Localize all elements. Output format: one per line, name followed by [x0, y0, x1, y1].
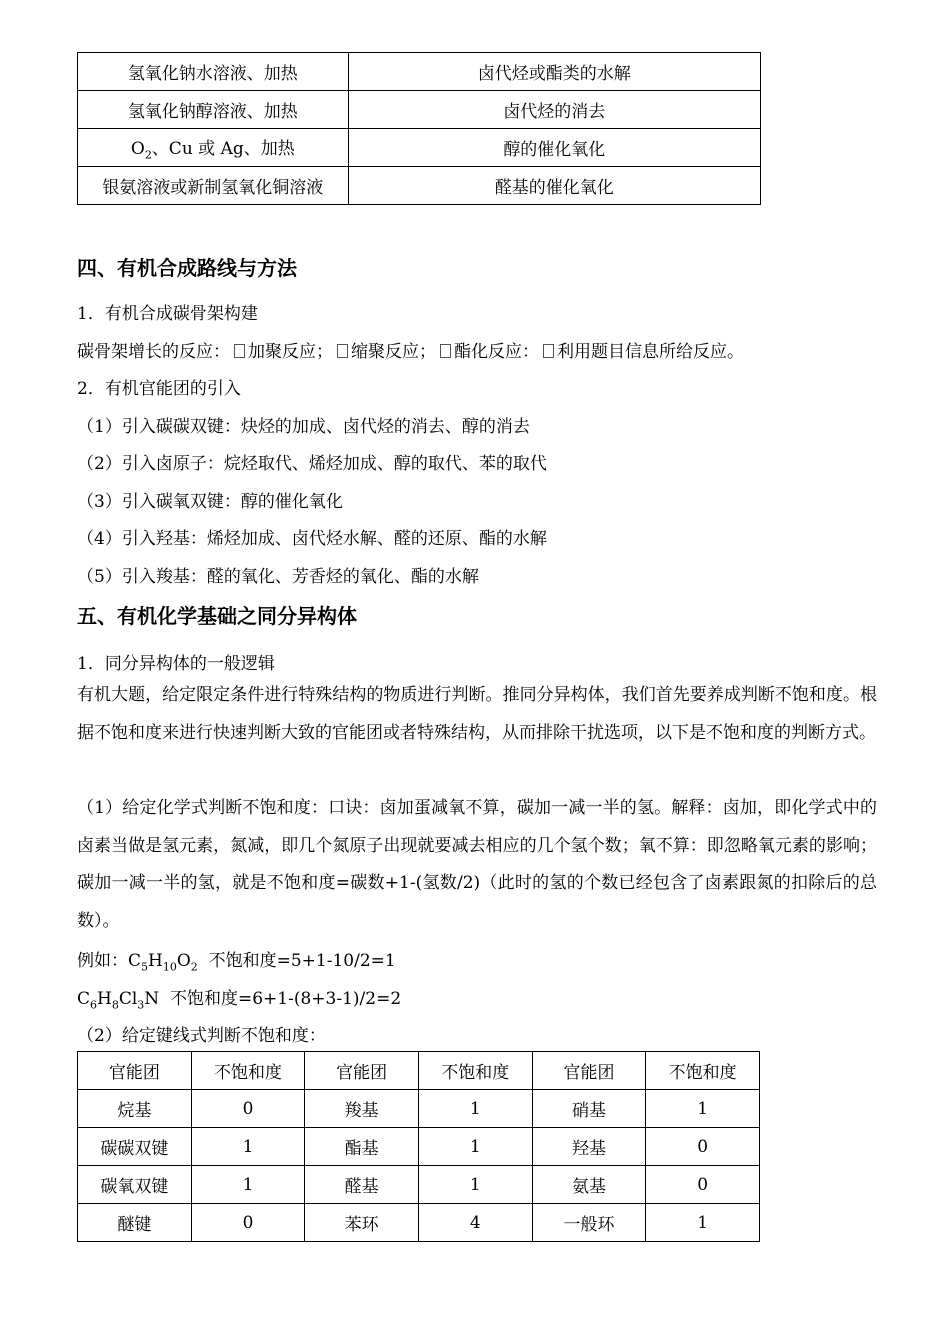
table-cell: 1 [418, 1090, 532, 1128]
header-cell: 不饱和度 [646, 1052, 760, 1090]
table-cell: 1 [646, 1090, 760, 1128]
example-line-1: 例如：$C_5H_{10}O_2$ 不饱和度=5+1-10/2=1 [77, 951, 396, 974]
table-cell: 0 [191, 1204, 305, 1242]
table-cell: 4 [418, 1204, 532, 1242]
table-cell: 硝基 [532, 1090, 646, 1128]
reagent-cell: $O_2$、Cu 或 Ag、加热 [78, 129, 349, 167]
unsaturation-table [77, 1051, 760, 1242]
table-cell: 1 [191, 1128, 305, 1166]
table-cell: 羧基 [305, 1090, 419, 1128]
table-cell: 0 [646, 1166, 760, 1204]
section-5-subheading-1: 1．同分异构体的一般逻辑 [77, 654, 275, 674]
paragraph: 有机大题，给定限定条件进行特殊结构的物质进行判断。推同分异构体，我们首先要养成判断不饱和度。根据不饱和度来进行快速判断大致的官能团或者特殊结构，从而排除干扰选项，以下是不饱和度的判断方式。 [77, 685, 877, 743]
table-cell: 羟基 [532, 1128, 646, 1166]
list-item: （1）引入碳碳双键：炔烃的加成、卤代烃的消去、醇的消去 [77, 417, 530, 437]
paragraph: （1）给定化学式判断不饱和度：口诀：卤加蛋减氧不算，碳加一减一半的氢。解释：卤加，即化学式中的卤素当做是氢元素，氮减，即几个氮原子出现就要减去相应的几个氢个数；氧不算：即忽略氧元素的影响；碳加一减一半的氢，就是不饱和度=碳数+1-(氢数/2)（此时的氢的个数已经包含了卤素跟氮的扣除后的总数）。 [77, 798, 877, 931]
list-item: （5）引入羧基：醛的氧化、芳香烃的氧化、酯的水解 [77, 567, 479, 587]
list-item: （3）引入碳氧双键：醇的催化氧化 [77, 492, 343, 512]
header-cell: 不饱和度 [191, 1052, 305, 1090]
carbon-growth-line: 碳骨架增长的反应： 加聚反应； 缩聚反应； 酯化反应： 利用题目信息所给反应。 [77, 342, 744, 362]
reagent-cell: 氢氧化钠水溶液、加热 [78, 53, 349, 91]
table-row [78, 129, 761, 167]
section-4-subheading-2: 2．有机官能团的引入 [77, 379, 241, 399]
table-cell: 醛基 [305, 1166, 419, 1204]
table-cell: 氨基 [532, 1166, 646, 1204]
reagent-table [77, 52, 761, 205]
reagent-cell: 银氨溶液或新制氢氧化铜溶液 [78, 167, 349, 205]
checkbox-glyph-icon [440, 344, 451, 358]
section-4-subheading-1: 1．有机合成碳骨架构建 [77, 304, 258, 324]
table-row [78, 1128, 760, 1166]
checkbox-glyph-icon [543, 344, 554, 358]
table-header-row [78, 1052, 760, 1090]
header-cell: 官能团 [305, 1052, 419, 1090]
reagent-cell: 氢氧化钠醇溶液、加热 [78, 91, 349, 129]
table-cell: 0 [191, 1090, 305, 1128]
table-cell: 1 [418, 1166, 532, 1204]
list-item: （2）引入卤原子：烷烃取代、烯烃加成、醇的取代、苯的取代 [77, 454, 547, 474]
header-cell: 不饱和度 [418, 1052, 532, 1090]
table-row [78, 91, 761, 129]
section-4-heading: 四、有机合成路线与方法 [77, 256, 297, 280]
table-cell: 一般环 [532, 1204, 646, 1242]
reaction-cell: 醇的催化氧化 [348, 129, 760, 167]
table-cell: 烷基 [78, 1090, 192, 1128]
header-cell: 官能团 [78, 1052, 192, 1090]
table-cell: 醚键 [78, 1204, 192, 1242]
header-cell: 官能团 [532, 1052, 646, 1090]
table-row [78, 53, 761, 91]
table-row [78, 1204, 760, 1242]
table-row [78, 1090, 760, 1128]
reaction-cell: 醛基的催化氧化 [348, 167, 760, 205]
checkbox-glyph-icon [234, 344, 245, 358]
table-row [78, 1166, 760, 1204]
list-item: （4）引入羟基：烯烃加成、卤代烃水解、醛的还原、酯的水解 [77, 529, 547, 549]
table-cell: 苯环 [305, 1204, 419, 1242]
table-row [78, 167, 761, 205]
table-cell: 1 [418, 1128, 532, 1166]
table-cell: 1 [646, 1204, 760, 1242]
table-cell: 碳氧双键 [78, 1166, 192, 1204]
reaction-cell: 卤代烃或酯类的水解 [348, 53, 760, 91]
table-cell: 酯基 [305, 1128, 419, 1166]
table-cell: 0 [646, 1128, 760, 1166]
example-line-2: $C_6H_8Cl_3N$ 不饱和度=6+1-(8+3-1)/2=2 [77, 989, 402, 1012]
section-5-heading: 五、有机化学基础之同分异构体 [77, 604, 357, 628]
reaction-cell: 卤代烃的消去 [348, 91, 760, 129]
checkbox-glyph-icon [337, 344, 348, 358]
table-cell: 1 [191, 1166, 305, 1204]
section-5-subheading-2: （2）给定键线式判断不饱和度： [77, 1026, 326, 1046]
table-cell: 碳碳双键 [78, 1128, 192, 1166]
